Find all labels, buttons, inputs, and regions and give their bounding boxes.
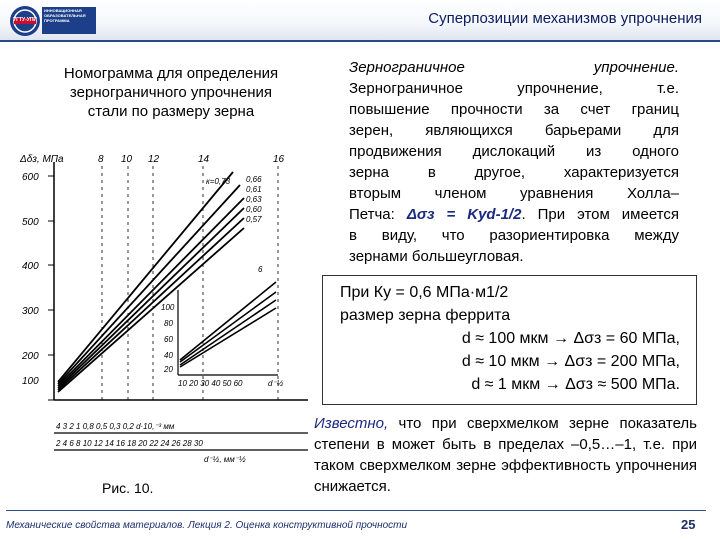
y-tick: 300 (22, 306, 39, 317)
text-line: Зернограничное упрочнение, т.е. (349, 80, 679, 97)
bottom-axis-label: d⁻½, мм⁻½ (204, 455, 246, 464)
note-text: что при сверхмелком зерне показатель степени в может быть в пределах –0,5…–1, т.е. при таком сверхмелком зерне эффективность упрочнения снижается. (314, 415, 697, 495)
section-title: Зернограничное упрочнение. (349, 59, 679, 76)
nomogram-figure (18, 150, 313, 480)
footer-text: Механические свойства материалов. Лекция 2. Оценка конструктивной прочности (6, 520, 408, 531)
y-tick: 600 (22, 172, 39, 183)
k-label: к=0,73 (206, 177, 231, 186)
logo-line: ПРОГРАММА (44, 18, 70, 23)
k-value: 0,60 (246, 205, 262, 214)
inset-tick: 40 (164, 351, 173, 360)
figure-caption: Рис. 10. (102, 480, 154, 496)
nomogram-caption: Номограмма для определения зернограничного упрочнения стали по размеру зерна (63, 65, 279, 120)
text-line: зерна в другое, характеризуется (349, 164, 679, 181)
y-tick: 100 (22, 376, 39, 387)
text-line: вторым членом уравнения Холла– (349, 185, 679, 202)
note-paragraph (314, 413, 697, 497)
inset-top-label: 6 (258, 265, 263, 274)
inset-bottom-label: d⁻½ (268, 379, 284, 388)
top-tick: 12 (148, 154, 160, 165)
k-value: 0,66 (246, 175, 262, 184)
k-value: 0,61 (246, 185, 262, 194)
slide-title: Суперпозиции механизмов упрочнения (428, 10, 702, 27)
top-tick: 16 (273, 154, 285, 165)
example-box-text (340, 281, 680, 396)
bottom-scale-inv: 2 4 6 8 10 12 14 16 18 20 22 24 26 28 30 (56, 439, 203, 448)
k-value: 0,57 (246, 215, 262, 224)
box-line: d ≈ 10 мкм → Δσз = 200 МПа, (461, 353, 680, 370)
box-line: d ≈ 100 мкм → Δσз = 60 МПа, (461, 330, 680, 347)
logo-line: ОБРАЗОВАТЕЛЬНАЯ (44, 13, 86, 18)
box-line: размер зерна феррита (340, 307, 511, 324)
box-line: d ≈ 1 мкм → Δσз ≈ 500 МПа. (471, 376, 680, 393)
top-tick: 14 (198, 154, 210, 165)
top-tick: 10 (121, 154, 133, 165)
petch-prefix: Петча: (349, 206, 407, 223)
inset-bottom-ticks: 10 20 30 40 50 60 (178, 379, 243, 388)
text-line: зернами большеугловая. (349, 248, 524, 265)
y-tick: 400 (22, 261, 39, 272)
text-line: продвижения дислокаций из одного (349, 143, 679, 160)
page-number: 25 (681, 517, 696, 532)
text-line (349, 204, 679, 225)
bottom-scale-d: 4 3 2 1 0,8 0,5 0,3 0,2 d·10,⁻³ мм (56, 422, 175, 431)
y-tick: 200 (22, 351, 39, 362)
hall-petch-formula: Δσз = Kуd-1/2 (406, 206, 522, 223)
note-lead-word: Известно, (314, 415, 389, 432)
petch-suffix: . При этом имеется (521, 206, 679, 223)
box-line: При Ку = 0,6 МПа·м1/2 (340, 284, 509, 301)
inset-tick: 100 (161, 303, 175, 312)
text-line: зерен, являющихся барьерами для (349, 122, 679, 139)
logo-abbr: УГТУ-УПИ (12, 17, 38, 23)
inset-tick: 60 (164, 335, 173, 344)
university-logo (8, 4, 98, 38)
inset-tick: 80 (164, 319, 173, 328)
inset-tick: 20 (164, 365, 173, 374)
grain-boundary-text (349, 57, 679, 267)
nomogram-y-label: Δδз, МПа (20, 154, 64, 165)
text-line: в виду, что разориентировка между (349, 227, 679, 244)
top-tick: 8 (98, 154, 104, 165)
k-value: 0,63 (246, 195, 262, 204)
footer-divider (6, 510, 706, 511)
logo-line: ИННОВАЦИОННАЯ (44, 8, 82, 13)
y-tick: 500 (22, 217, 39, 228)
text-line: повышение прочности за счет границ (349, 101, 679, 118)
